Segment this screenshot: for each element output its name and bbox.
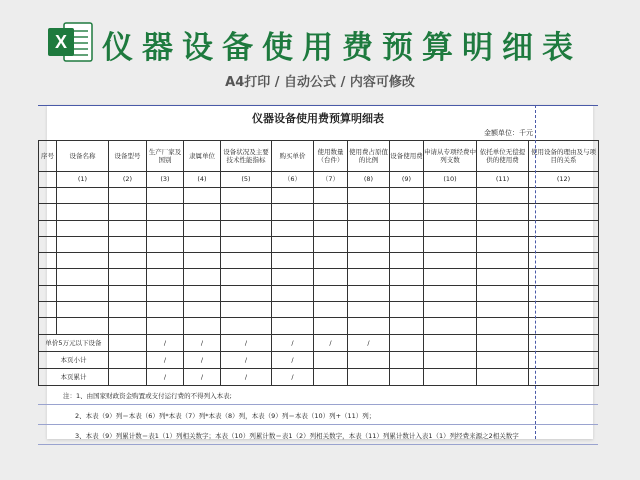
summary-cell[interactable]: / bbox=[221, 351, 272, 368]
column-number-cell[interactable]: (3) bbox=[147, 172, 184, 188]
table-cell[interactable] bbox=[390, 318, 424, 334]
summary-cell[interactable]: / bbox=[348, 334, 390, 351]
table-cell[interactable] bbox=[348, 302, 390, 318]
column-header[interactable]: 生产厂家及国别 bbox=[147, 141, 184, 172]
table-cell[interactable] bbox=[477, 285, 529, 301]
table-cell[interactable] bbox=[477, 269, 529, 285]
summary-row bbox=[39, 351, 599, 368]
table-cell[interactable] bbox=[272, 318, 314, 334]
table-cell[interactable] bbox=[109, 236, 147, 252]
table-cell[interactable] bbox=[424, 253, 477, 269]
table-cell[interactable] bbox=[424, 236, 477, 252]
table-row bbox=[39, 269, 599, 285]
summary-cell[interactable]: / bbox=[221, 368, 272, 385]
note-line: 2、本表（9）列＝本表（6）列*本表（7）列*本表（8）列，本表（9）列＝本表（10）列+（11）列； bbox=[75, 412, 376, 420]
summary-cell[interactable]: / bbox=[272, 351, 314, 368]
column-header[interactable]: 依托单位无偿提供的使用费 bbox=[477, 141, 529, 172]
table-cell[interactable] bbox=[221, 236, 272, 252]
column-number-cell[interactable]: (8) bbox=[348, 172, 390, 188]
summary-cell[interactable] bbox=[314, 351, 348, 368]
table-cell[interactable] bbox=[529, 285, 599, 301]
column-header[interactable]: 使用设备的理由及与项目的关系 bbox=[529, 141, 599, 172]
table-cell[interactable] bbox=[221, 188, 272, 204]
column-header[interactable]: 申请从专项经费中列支数 bbox=[424, 141, 477, 172]
summary-label[interactable]: 本页累计 bbox=[39, 368, 109, 385]
table-cell[interactable] bbox=[39, 253, 57, 269]
table-cell[interactable] bbox=[314, 318, 348, 334]
table-cell[interactable] bbox=[424, 220, 477, 236]
table-cell[interactable] bbox=[272, 269, 314, 285]
table-row bbox=[39, 188, 599, 204]
table-cell[interactable] bbox=[184, 220, 221, 236]
column-number-cell[interactable]: (11) bbox=[477, 172, 529, 188]
column-header[interactable]: 序号 bbox=[39, 141, 57, 172]
table-cell[interactable] bbox=[147, 236, 184, 252]
column-header[interactable]: 设备使用费 bbox=[390, 141, 424, 172]
summary-cell[interactable] bbox=[109, 351, 147, 368]
table-cell[interactable] bbox=[477, 188, 529, 204]
summary-row bbox=[39, 368, 599, 385]
summary-cell[interactable] bbox=[390, 334, 424, 351]
summary-cell[interactable]: / bbox=[272, 334, 314, 351]
column-number-cell[interactable]: (5) bbox=[221, 172, 272, 188]
column-number-cell[interactable]: （7） bbox=[314, 172, 348, 188]
table-cell[interactable] bbox=[109, 253, 147, 269]
table-cell[interactable] bbox=[314, 285, 348, 301]
table-cell[interactable] bbox=[147, 188, 184, 204]
summary-cell[interactable]: / bbox=[184, 351, 221, 368]
table-cell[interactable] bbox=[39, 318, 57, 334]
summary-cell[interactable] bbox=[109, 334, 147, 351]
table-cell[interactable] bbox=[529, 188, 599, 204]
column-number-cell[interactable]: (12) bbox=[529, 172, 599, 188]
summary-cell[interactable] bbox=[390, 351, 424, 368]
table-cell[interactable] bbox=[477, 204, 529, 220]
spreadsheet-preview bbox=[41, 105, 596, 440]
column-number-cell[interactable]: (10) bbox=[424, 172, 477, 188]
note-line: 注：1、由国家财政资金购置或支付运行费的不得列入本表; bbox=[63, 392, 232, 400]
table-cell[interactable] bbox=[529, 220, 599, 236]
column-number-cell[interactable]: (9) bbox=[390, 172, 424, 188]
page-title: 仪器设备使用费预算明细表 bbox=[102, 30, 582, 66]
summary-cell[interactable]: / bbox=[147, 351, 184, 368]
summary-cell[interactable]: / bbox=[314, 334, 348, 351]
table-cell[interactable] bbox=[477, 318, 529, 334]
summary-cell[interactable] bbox=[477, 334, 529, 351]
table-row bbox=[39, 236, 599, 252]
table-cell[interactable] bbox=[147, 269, 184, 285]
table-cell[interactable] bbox=[147, 204, 184, 220]
table-cell[interactable] bbox=[314, 302, 348, 318]
table-cell[interactable] bbox=[221, 269, 272, 285]
table-cell[interactable] bbox=[424, 204, 477, 220]
table-cell[interactable] bbox=[57, 318, 109, 334]
table-cell[interactable] bbox=[390, 269, 424, 285]
table-cell[interactable] bbox=[57, 220, 109, 236]
table-cell[interactable] bbox=[184, 302, 221, 318]
table-cell[interactable] bbox=[184, 285, 221, 301]
summary-cell[interactable] bbox=[477, 368, 529, 385]
table-cell[interactable] bbox=[221, 318, 272, 334]
unit-note: 金额单位：千元 bbox=[484, 129, 533, 137]
table-cell[interactable] bbox=[272, 253, 314, 269]
table-cell[interactable] bbox=[272, 204, 314, 220]
table-cell[interactable] bbox=[314, 188, 348, 204]
column-header[interactable]: 设备名称 bbox=[57, 141, 109, 172]
table-row bbox=[39, 318, 599, 334]
page-top-border bbox=[38, 105, 598, 106]
table-cell[interactable] bbox=[184, 253, 221, 269]
summary-cell[interactable] bbox=[529, 334, 599, 351]
table-cell[interactable] bbox=[348, 236, 390, 252]
page-header bbox=[0, 0, 640, 100]
table-row bbox=[39, 204, 599, 220]
summary-cell[interactable] bbox=[348, 351, 390, 368]
table-cell[interactable] bbox=[272, 302, 314, 318]
table-cell[interactable] bbox=[39, 285, 57, 301]
table-cell[interactable] bbox=[221, 302, 272, 318]
table-cell[interactable] bbox=[184, 269, 221, 285]
summary-label[interactable]: 单价5万元以下设备 bbox=[39, 334, 109, 351]
table-cell[interactable] bbox=[184, 236, 221, 252]
table-header-row bbox=[39, 141, 599, 172]
table-cell[interactable] bbox=[57, 269, 109, 285]
table-cell[interactable] bbox=[221, 253, 272, 269]
table-cell[interactable] bbox=[390, 204, 424, 220]
note-divider bbox=[38, 424, 598, 425]
table-cell[interactable] bbox=[109, 318, 147, 334]
table-cell[interactable] bbox=[147, 285, 184, 301]
table-cell[interactable] bbox=[390, 285, 424, 301]
summary-cell[interactable]: / bbox=[221, 334, 272, 351]
table-cell[interactable] bbox=[221, 220, 272, 236]
table-cell[interactable] bbox=[424, 269, 477, 285]
summary-cell[interactable] bbox=[424, 334, 477, 351]
table-cell[interactable] bbox=[424, 318, 477, 334]
table-cell[interactable] bbox=[109, 188, 147, 204]
summary-cell[interactable] bbox=[529, 351, 599, 368]
table-row bbox=[39, 302, 599, 318]
table-row bbox=[39, 220, 599, 236]
summary-cell[interactable] bbox=[424, 351, 477, 368]
table-cell[interactable] bbox=[39, 188, 57, 204]
table-cell[interactable] bbox=[39, 236, 57, 252]
table-cell[interactable] bbox=[57, 253, 109, 269]
table-cell[interactable] bbox=[314, 269, 348, 285]
table-cell[interactable] bbox=[147, 302, 184, 318]
table-cell[interactable] bbox=[109, 269, 147, 285]
table-cell[interactable] bbox=[272, 188, 314, 204]
summary-cell[interactable]: / bbox=[184, 334, 221, 351]
sheet-title: 仪器设备使用费预算明细表 bbox=[252, 112, 384, 125]
table-cell[interactable] bbox=[477, 236, 529, 252]
column-number-cell[interactable]: (2) bbox=[109, 172, 147, 188]
table-cell[interactable] bbox=[109, 220, 147, 236]
table-cell[interactable] bbox=[348, 269, 390, 285]
table-cell[interactable] bbox=[529, 318, 599, 334]
summary-cell[interactable] bbox=[314, 368, 348, 385]
column-header[interactable]: 设备状况及主要技术性能指标 bbox=[221, 141, 272, 172]
table-cell[interactable] bbox=[477, 302, 529, 318]
table-cell[interactable] bbox=[348, 253, 390, 269]
table-cell[interactable] bbox=[57, 236, 109, 252]
table-row bbox=[39, 285, 599, 301]
table-cell[interactable] bbox=[39, 220, 57, 236]
table-cell[interactable] bbox=[529, 236, 599, 252]
table-cell[interactable] bbox=[529, 302, 599, 318]
column-number-cell[interactable]: (1) bbox=[57, 172, 109, 188]
table-cell[interactable] bbox=[477, 253, 529, 269]
table-cell[interactable] bbox=[348, 220, 390, 236]
column-number-cell[interactable]: (4) bbox=[184, 172, 221, 188]
summary-cell[interactable] bbox=[348, 368, 390, 385]
table-cell[interactable] bbox=[314, 253, 348, 269]
table-cell[interactable] bbox=[529, 269, 599, 285]
table-cell[interactable] bbox=[348, 285, 390, 301]
table-cell[interactable] bbox=[348, 188, 390, 204]
column-number-cell[interactable]: （6） bbox=[272, 172, 314, 188]
table-cell[interactable] bbox=[109, 302, 147, 318]
table-cell[interactable] bbox=[390, 220, 424, 236]
table-cell[interactable] bbox=[424, 285, 477, 301]
table-cell[interactable] bbox=[147, 220, 184, 236]
table-cell[interactable] bbox=[147, 253, 184, 269]
table-row bbox=[39, 253, 599, 269]
table-cell[interactable] bbox=[314, 204, 348, 220]
summary-cell[interactable]: / bbox=[184, 368, 221, 385]
column-header[interactable]: 购买单价 bbox=[272, 141, 314, 172]
budget-table bbox=[38, 140, 599, 386]
table-cell[interactable] bbox=[348, 204, 390, 220]
summary-cell[interactable] bbox=[529, 368, 599, 385]
logo-letter: X bbox=[54, 32, 68, 52]
table-cell[interactable] bbox=[477, 220, 529, 236]
table-cell[interactable] bbox=[390, 253, 424, 269]
column-number-cell[interactable] bbox=[39, 172, 57, 188]
column-header[interactable]: 使用数量（台件） bbox=[314, 141, 348, 172]
table-cell[interactable] bbox=[221, 204, 272, 220]
table-cell[interactable] bbox=[184, 204, 221, 220]
summary-cell[interactable]: / bbox=[147, 334, 184, 351]
page-break-line bbox=[535, 105, 536, 439]
summary-cell[interactable] bbox=[390, 368, 424, 385]
table-cell[interactable] bbox=[147, 318, 184, 334]
table-cell[interactable] bbox=[57, 204, 109, 220]
table-cell[interactable] bbox=[272, 220, 314, 236]
summary-cell[interactable] bbox=[109, 368, 147, 385]
page-subtitle: A4打印 / 自动公式 / 内容可修改 bbox=[225, 75, 415, 90]
column-header[interactable]: 隶属单位 bbox=[184, 141, 221, 172]
summary-cell[interactable] bbox=[477, 351, 529, 368]
table-cell[interactable] bbox=[314, 220, 348, 236]
table-cell[interactable] bbox=[348, 318, 390, 334]
note-divider bbox=[38, 404, 598, 405]
table-cell[interactable] bbox=[184, 318, 221, 334]
table-cell[interactable] bbox=[272, 285, 314, 301]
table-cell[interactable] bbox=[529, 253, 599, 269]
note-divider bbox=[38, 444, 598, 445]
table-cell[interactable] bbox=[529, 204, 599, 220]
summary-cell[interactable]: / bbox=[272, 368, 314, 385]
summary-cell[interactable] bbox=[424, 368, 477, 385]
table-cell[interactable] bbox=[57, 302, 109, 318]
column-header[interactable]: 设备型号 bbox=[109, 141, 147, 172]
table-cell[interactable] bbox=[57, 188, 109, 204]
table-cell[interactable] bbox=[390, 188, 424, 204]
excel-logo-icon bbox=[46, 20, 94, 64]
table-cell[interactable] bbox=[272, 236, 314, 252]
summary-label[interactable]: 本页小计 bbox=[39, 351, 109, 368]
summary-cell[interactable]: / bbox=[147, 368, 184, 385]
table-cell[interactable] bbox=[39, 302, 57, 318]
table-cell[interactable] bbox=[39, 269, 57, 285]
table-cell[interactable] bbox=[109, 204, 147, 220]
table-cell[interactable] bbox=[424, 188, 477, 204]
table-cell[interactable] bbox=[390, 302, 424, 318]
table-cell[interactable] bbox=[424, 302, 477, 318]
table-cell[interactable] bbox=[221, 285, 272, 301]
table-cell[interactable] bbox=[109, 285, 147, 301]
column-header[interactable]: 使用费占原值的比例 bbox=[348, 141, 390, 172]
table-cell[interactable] bbox=[314, 236, 348, 252]
summary-row bbox=[39, 334, 599, 351]
table-cell[interactable] bbox=[39, 204, 57, 220]
table-cell[interactable] bbox=[184, 188, 221, 204]
table-cell[interactable] bbox=[390, 236, 424, 252]
table-cell[interactable] bbox=[57, 285, 109, 301]
column-number-row bbox=[39, 172, 599, 188]
note-line: 3、本表（9）列累计数＝表1（1）列相关数字；本表（10）列累计数＝表1（2）列相关数字，本表（11）列累计数计入表1（1）列经费来源之2相关数字 bbox=[75, 432, 519, 440]
